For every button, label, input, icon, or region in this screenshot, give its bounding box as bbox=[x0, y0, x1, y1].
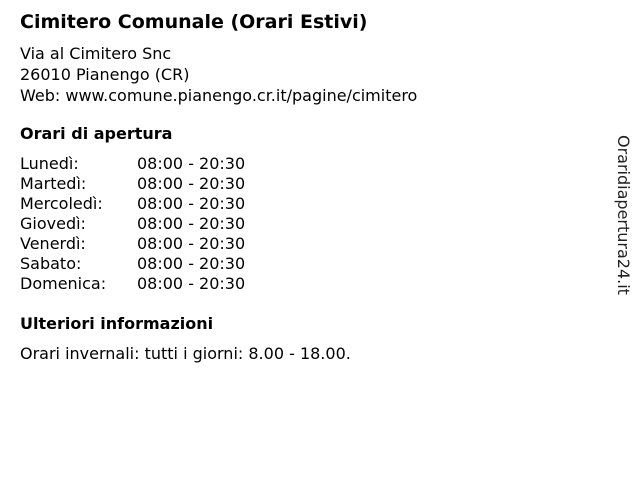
page-title: Cimitero Comunale (Orari Estivi) bbox=[20, 11, 368, 33]
time-range: 08:00 - 20:30 bbox=[137, 174, 246, 193]
day-label: Sabato: bbox=[20, 254, 82, 273]
time-range: 08:00 - 20:30 bbox=[137, 254, 246, 273]
day-label: Domenica: bbox=[20, 274, 107, 293]
address-block bbox=[20, 43, 417, 106]
time-range: 08:00 - 20:30 bbox=[137, 154, 246, 173]
website-line: Web: www.comune.pianengo.cr.it/pagine/cimitero bbox=[20, 86, 418, 105]
time-range: 08:00 - 20:30 bbox=[137, 214, 246, 233]
day-label: Giovedì: bbox=[20, 214, 86, 233]
time-range: 08:00 - 20:30 bbox=[137, 234, 246, 253]
day-label: Venerdì: bbox=[20, 234, 86, 253]
more-info-text: Orari invernali: tutti i giorni: 8.00 - 18.00. bbox=[20, 344, 351, 363]
time-range: 08:00 - 20:30 bbox=[137, 274, 246, 293]
city-address: 26010 Pianengo (CR) bbox=[20, 65, 190, 84]
day-label: Lunedì: bbox=[20, 154, 79, 173]
day-label: Martedì: bbox=[20, 174, 87, 193]
site-watermark: Oraridiapertura24.it bbox=[614, 135, 633, 295]
time-range: 08:00 - 20:30 bbox=[137, 194, 246, 213]
street-address: Via al Cimitero Snc bbox=[20, 44, 172, 63]
day-label: Mercoledì: bbox=[20, 194, 103, 213]
more-info-heading: Ulteriori informazioni bbox=[20, 314, 214, 333]
opening-hours-heading: Orari di apertura bbox=[20, 124, 173, 143]
